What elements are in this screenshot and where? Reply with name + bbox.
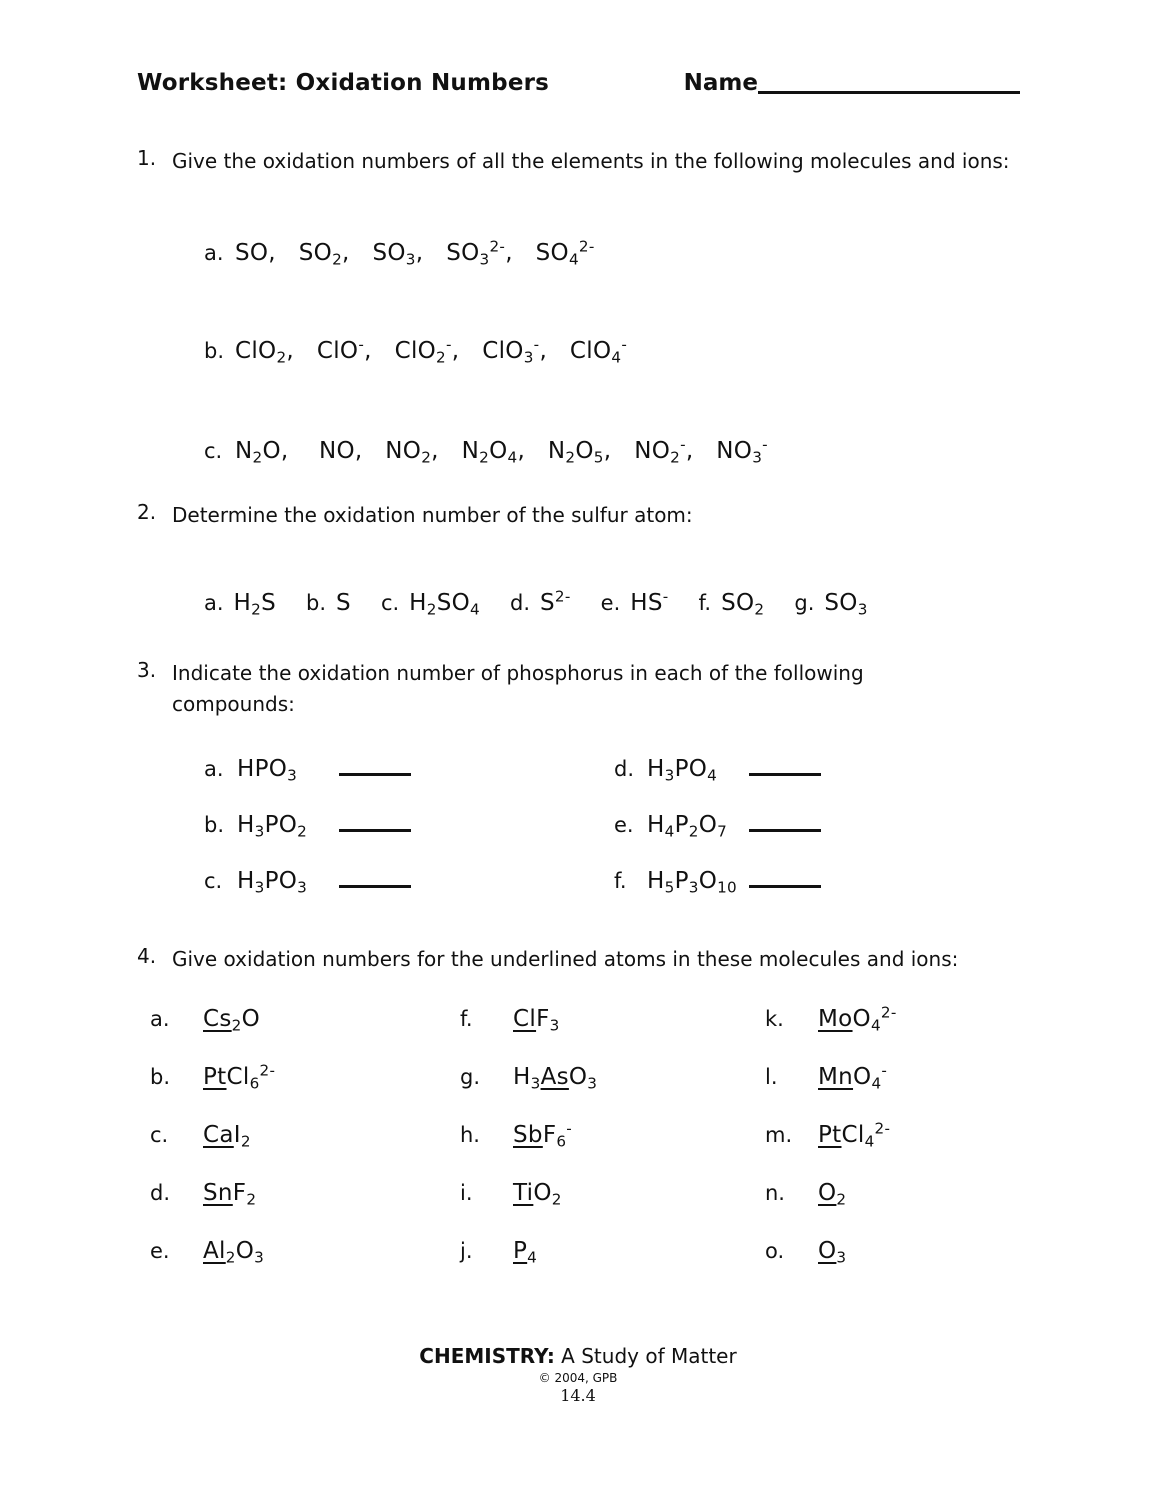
- item-label: a.: [150, 1007, 170, 1031]
- item-label: h.: [460, 1123, 480, 1147]
- item-label: c.: [150, 1123, 169, 1147]
- chemical-formula: $H_5P_3O_{10}$: [647, 868, 737, 897]
- item-label: d.: [510, 591, 531, 615]
- answer-blank: [749, 829, 821, 832]
- q1-item-b: [204, 335, 628, 367]
- item-label: d.: [150, 1181, 171, 1205]
- answer-blank: [749, 885, 821, 888]
- q2-item-f: [698, 590, 765, 619]
- q4-item-f: [460, 1006, 765, 1035]
- item-label: j.: [460, 1239, 473, 1263]
- q2-item-a: [204, 590, 277, 619]
- q4-item-d: [150, 1180, 460, 1209]
- question-3-number: 3.: [137, 658, 157, 682]
- q1-item-a: [204, 237, 595, 269]
- name-label: Name: [683, 70, 758, 96]
- q4-item-m: [765, 1119, 897, 1151]
- chemical-formula: $Al_2O_3$: [203, 1238, 265, 1267]
- answer-blank: [749, 773, 821, 776]
- item-label: e.: [150, 1239, 170, 1263]
- item-label: m.: [765, 1123, 793, 1147]
- q4-item-e: [150, 1238, 460, 1267]
- question-2-head: [137, 500, 1137, 531]
- q4-item-b: [150, 1061, 460, 1093]
- question-4-prompt: Give oxidation numbers for the underlined atoms in these molecules and ions:: [172, 947, 959, 971]
- item-label: b.: [306, 591, 327, 615]
- question-1-number: 1.: [137, 146, 157, 170]
- q4-item-o: [765, 1238, 897, 1267]
- chemical-formula: SnF$_2$: [203, 1180, 257, 1209]
- q3-item-c: [204, 868, 614, 897]
- formula-list-sulfur-oxides: SO, $SO_2$, $SO_3$, $SO_3^{2-}$, $SO_4^{2-}$: [235, 237, 595, 269]
- name-field: [684, 70, 1020, 96]
- chemical-formula: $SO_2$: [721, 590, 765, 619]
- chemical-formula: $P_4$: [513, 1238, 538, 1267]
- chemical-formula: CaI$_2$: [203, 1122, 251, 1151]
- chemical-formula: $HPO_3$: [237, 756, 298, 785]
- q2-item-b: [306, 590, 351, 616]
- item-label: g.: [794, 591, 815, 615]
- book-title: [0, 1344, 1156, 1368]
- chemical-formula: $H_4P_2O_7$: [647, 812, 728, 841]
- q4-item-n: [765, 1180, 897, 1209]
- item-label: b.: [150, 1065, 171, 1089]
- answer-blank: [339, 829, 411, 832]
- question-4-items: [150, 1003, 897, 1267]
- item-label: f.: [698, 591, 712, 615]
- q4-item-a: [150, 1006, 460, 1035]
- item-label: c.: [204, 439, 223, 463]
- q4-item-l: [765, 1061, 897, 1093]
- item-label: k.: [765, 1007, 784, 1031]
- question-2-prompt: Determine the oxidation number of the sulfur atom:: [172, 503, 693, 527]
- item-label: a.: [204, 241, 224, 265]
- question-1-head: [137, 146, 1137, 177]
- question-4-number: 4.: [137, 944, 157, 968]
- chemical-formula: $O_2$: [818, 1180, 847, 1209]
- q2-item-e: [600, 587, 669, 616]
- item-label: c.: [380, 591, 400, 615]
- q2-item-c: [380, 590, 480, 619]
- item-label: e.: [600, 591, 621, 615]
- chemical-formula: PtCl$_6^{2-}$: [203, 1061, 276, 1093]
- book-title-rest: A Study of Matter: [554, 1344, 737, 1368]
- item-label: g.: [460, 1065, 481, 1089]
- q3-item-f: [614, 868, 821, 897]
- copyright-line: © 2004, GPB: [538, 1371, 618, 1385]
- chemical-formula: $S^{2-}$: [540, 587, 571, 616]
- item-label: b.: [204, 813, 225, 837]
- q4-item-j: [460, 1238, 765, 1267]
- chemical-formula: HS-: [630, 587, 669, 616]
- question-2-number: 2.: [137, 500, 157, 524]
- item-label: e.: [614, 813, 634, 837]
- page-number: 14.4: [560, 1386, 596, 1405]
- chemical-formula: S: [336, 590, 351, 616]
- book-title-bold: CHEMISTRY:: [419, 1344, 555, 1368]
- q4-item-i: [460, 1180, 765, 1209]
- item-label: b.: [204, 339, 225, 363]
- q2-item-d: [510, 587, 571, 616]
- q3-item-e: [614, 812, 821, 841]
- item-label: d.: [614, 757, 635, 781]
- q3-item-b: [204, 812, 614, 841]
- name-blank-line: [758, 91, 1020, 94]
- item-label: i.: [460, 1181, 473, 1205]
- chemical-formula: MoO$_4^{2-}$: [818, 1003, 897, 1035]
- chemical-formula: MnO$_4$-: [818, 1061, 888, 1093]
- chemical-formula: $H_2S$: [233, 590, 277, 619]
- chemical-formula: $O_3$: [818, 1238, 847, 1267]
- item-label: l.: [765, 1065, 778, 1089]
- q4-item-c: [150, 1122, 460, 1151]
- q3-item-d: [614, 756, 821, 785]
- formula-list-nitrogen-oxides: $N_2O$, NO, $NO_2$, $N_2O_4$, $N_2O_5$, $NO_2^-$, $NO_3^-$: [235, 435, 768, 467]
- q2-item-g: [794, 590, 868, 619]
- question-3-head: [137, 658, 1037, 720]
- item-label: o.: [765, 1239, 785, 1263]
- q1-item-c: [204, 435, 768, 467]
- q4-item-h: [460, 1119, 765, 1151]
- chemical-formula: $H_3PO_4$: [647, 756, 718, 785]
- header: [137, 70, 1020, 96]
- answer-blank: [339, 773, 411, 776]
- item-label: f.: [460, 1007, 473, 1031]
- chemical-formula: $H_3PO_3$: [237, 868, 308, 897]
- item-label: n.: [765, 1181, 785, 1205]
- q4-item-g: [460, 1064, 765, 1093]
- q3-item-a: [204, 756, 614, 785]
- question-3-items: [204, 756, 821, 897]
- chemical-formula: PtCl$_4^{2-}$: [818, 1119, 891, 1151]
- item-label: f.: [614, 869, 627, 893]
- footer: [0, 1344, 1156, 1405]
- chemical-formula: $H_3AsO_3$: [513, 1064, 598, 1093]
- chemical-formula: ClF$_3$: [513, 1006, 560, 1035]
- q4-item-k: [765, 1003, 897, 1035]
- chemical-formula: $SO_3$: [824, 590, 868, 619]
- item-label: c.: [204, 869, 223, 893]
- worksheet-title: Worksheet: Oxidation Numbers: [137, 70, 550, 96]
- question-3-prompt: Indicate the oxidation number of phosphorus in each of the following compounds:: [172, 661, 864, 716]
- question-2-items: [204, 587, 868, 619]
- chemical-formula: TiO$_2$: [513, 1180, 562, 1209]
- chemical-formula: $H_2SO_4$: [409, 590, 480, 619]
- question-4-head: [137, 944, 1137, 975]
- chemical-formula: $Cs_2O$: [203, 1006, 261, 1035]
- answer-blank: [339, 885, 411, 888]
- question-1-prompt: Give the oxidation numbers of all the elements in the following molecules and ions:: [172, 149, 1010, 173]
- chemical-formula: $H_3PO_2$: [237, 812, 308, 841]
- item-label: a.: [204, 591, 224, 615]
- item-label: a.: [204, 757, 224, 781]
- chemical-formula: SbF$_6$-: [513, 1119, 573, 1151]
- formula-list-chlorine-oxides: ClO$_2$, ClO-, ClO$_2$-, ClO$_3$-, ClO$_4$-: [235, 335, 628, 367]
